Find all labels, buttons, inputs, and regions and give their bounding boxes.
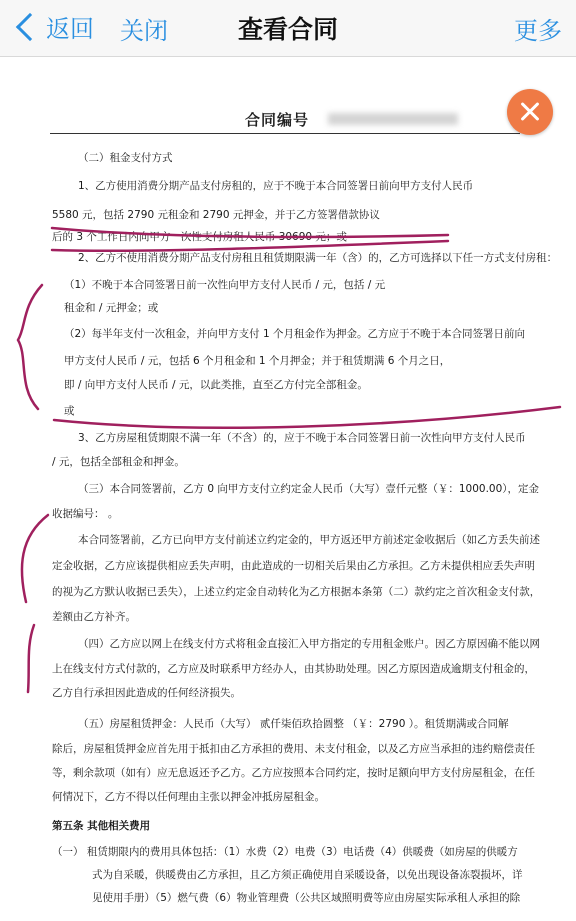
contract-line: 见使用手册）（5）燃气费（6）物业管理费（公共区域照明费等应由房屋实际承租人承担的除 — [92, 892, 521, 904]
contract-line: （五）房屋租赁押金：人民币（大写） 贰仟柒佰玖拾圆整 （￥：2790 ）。租赁期满或合同解 — [78, 718, 509, 730]
contract-line: （1）不晚于本合同签署日前一次性向甲方支付人民币 / 元，包括 / 元 — [64, 279, 386, 291]
contract-line: 2、乙方不使用消费分期产品支付房租且租赁期限满一年（含）的，乙方可选择以下任一方式支付房租： — [78, 252, 558, 264]
contract-line: 即 / 向甲方支付人民币 / 元，以此类推，直至乙方付完全部租金。 — [64, 379, 368, 391]
contract-line: 或 — [64, 405, 75, 417]
contract-line: 收据编号： 。 — [52, 508, 119, 520]
contract-document — [0, 57, 576, 921]
contract-number-header — [50, 107, 520, 134]
navigation-bar — [0, 0, 576, 57]
contract-line: 等，剩余款项（如有）应无息返还予乙方。乙方应按照本合同约定，按时足额向甲方支付房屋租金，在任 — [52, 767, 535, 779]
section-heading: （二）租金支付方式 — [78, 152, 173, 164]
close-icon[interactable] — [507, 89, 553, 135]
contract-line: 3、乙方房屋租赁期限不满一年（不含）的，应于不晚于本合同签署日前一次性向甲方支付人民币 — [78, 432, 526, 444]
page-title: 查看合同 — [237, 15, 338, 44]
contract-line: 式为自采暖，供暖费由乙方承担，且乙方须正确使用自采暖设备，以免出现设备冻裂损坏，详 — [92, 869, 523, 881]
contract-line: 后的 3 个工作日内向甲方一次性支付房租人民币 30690 元；或 — [52, 231, 347, 243]
contract-line: / 元，包括全部租金和押金。 — [52, 456, 185, 468]
contract-line: 乙方自行承担因此造成的任何经济损失。 — [52, 687, 241, 699]
contract-line: 本合同签署前，乙方已向甲方支付前述立约定金的，甲方返还甲方前述定金收据后（如乙方丢失前述 — [78, 534, 540, 546]
contract-line: （四）乙方应以网上在线支付方式将租金直接汇入甲方指定的专用租金账户。因乙方原因确不能以网 — [78, 638, 540, 650]
chevron-left-icon — [16, 12, 44, 40]
contract-line: 的视为乙方默认收据已丢失），上述立约定金自动转化为乙方根据本条第（二）款约定之首次租金支付款， — [52, 586, 541, 598]
contract-number-redacted — [328, 113, 458, 125]
contract-line: 甲方支付人民币 / 元，包括 6 个月租金和 1 个月押金；并于租赁期满 6 个月之日， — [64, 355, 451, 367]
contract-line: 差额由乙方补齐。 — [52, 611, 136, 623]
back-label: 返回 — [46, 15, 94, 43]
back-button[interactable] — [14, 9, 94, 44]
contract-line: 上在线支付方式付款的，乙方应及时联系甲方经办人，由其协助处理。因乙方原因造成逾期支付租金的， — [52, 663, 535, 675]
contract-line: （一） 租赁期限内的费用具体包括：（1）水费（2）电费（3）电话费（4）供暖费（如房屋的供暖方 — [52, 846, 518, 858]
contract-number-label: 合同编号 — [245, 111, 310, 129]
contract-line: 除后，房屋租赁押金应首先用于抵扣由乙方承担的费用、未支付租金，以及乙方应当承担的违约赔偿责任 — [52, 743, 535, 755]
contract-line: 何情况下，乙方不得以任何理由主张以押金冲抵房屋租金。 — [52, 791, 325, 803]
contract-line: 1、乙方使用消费分期产品支付房租的，应于不晚于本合同签署日前向甲方支付人民币 — [78, 180, 474, 192]
more-button[interactable]: 更多 — [514, 17, 562, 45]
article-heading: 第五条 其他相关费用 — [52, 820, 151, 832]
contract-line: 租金和 / 元押金；或 — [64, 302, 159, 314]
contract-line: 定金收据，乙方应该提供相应丢失声明，由此造成的一切相关后果由乙方承担。乙方未提供相应丢失声明 — [52, 560, 535, 572]
contract-line: （三）本合同签署前，乙方 0 向甲方支付立约定金人民币（大写）壹仟元整（￥：1000.00），定金 — [78, 483, 540, 495]
close-button[interactable]: 关闭 — [120, 17, 168, 45]
contract-line: 5580 元，包括 2790 元租金和 2790 元押金，并于乙方签署借款协议 — [52, 209, 380, 221]
contract-line: （2）每半年支付一次租金，并向甲方支付 1 个月租金作为押金。乙方应于不晚于本合同签署日前向 — [64, 328, 526, 340]
